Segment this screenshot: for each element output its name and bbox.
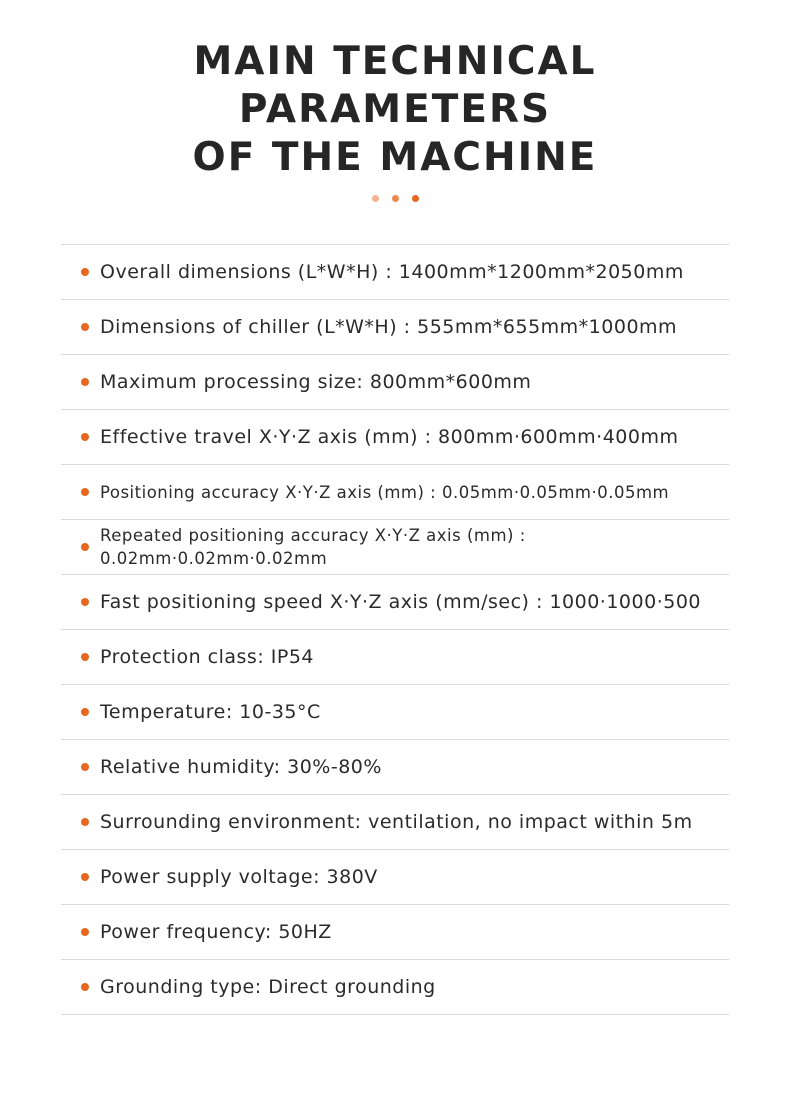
dot-mid — [392, 195, 399, 202]
list-item — [61, 740, 729, 795]
bullet-icon — [81, 928, 89, 936]
parameter-text: Protection class: IP54 — [100, 646, 315, 668]
parameter-text: Effective travel X·Y·Z axis (mm) : 800mm·600mm·400mm — [100, 426, 679, 448]
parameter-text: Temperature: 10-35°C — [100, 701, 321, 723]
list-item — [61, 520, 729, 575]
parameter-text: Maximum processing size: 800mm*600mm — [100, 371, 532, 393]
list-item — [61, 355, 729, 410]
decorative-dots — [0, 195, 790, 202]
bullet-icon — [81, 598, 89, 606]
list-item — [61, 630, 729, 685]
parameter-text: Grounding type: Direct grounding — [100, 976, 436, 998]
parameter-text: Power frequency: 50HZ — [100, 921, 332, 943]
list-item — [61, 795, 729, 850]
bullet-icon — [81, 268, 89, 276]
dot-light — [372, 195, 379, 202]
bullet-icon — [81, 543, 89, 551]
bullet-icon — [81, 323, 89, 331]
bullet-icon — [81, 873, 89, 881]
bullet-icon — [81, 708, 89, 716]
list-item — [61, 465, 729, 520]
parameter-text: Overall dimensions (L*W*H) : 1400mm*1200mm*2050mm — [100, 261, 684, 283]
title-line-3: OF THE MACHINE — [192, 135, 598, 180]
parameter-text: Surrounding environment: ventilation, no impact within 5m — [100, 811, 693, 833]
list-item — [61, 960, 729, 1015]
parameter-text: Dimensions of chiller (L*W*H) : 555mm*655mm*1000mm — [100, 316, 678, 338]
bullet-icon — [81, 818, 89, 826]
parameter-text: Power supply voltage: 380V — [100, 866, 378, 888]
bullet-icon — [81, 488, 89, 496]
parameter-list — [61, 244, 729, 1015]
parameter-text: Fast positioning speed X·Y·Z axis (mm/sec) : 1000·1000·500 — [100, 591, 702, 613]
parameter-text: Relative humidity: 30%-80% — [100, 756, 382, 778]
list-item — [61, 685, 729, 740]
bullet-icon — [81, 763, 89, 771]
bullet-icon — [81, 983, 89, 991]
bullet-icon — [81, 378, 89, 386]
list-item — [61, 410, 729, 465]
bullet-icon — [81, 653, 89, 661]
title-line-2: PARAMETERS — [238, 87, 552, 132]
list-item — [61, 905, 729, 960]
parameter-text: Positioning accuracy X·Y·Z axis (mm) : 0.05mm·0.05mm·0.05mm — [100, 482, 670, 502]
title-line-1: MAIN TECHNICAL — [193, 39, 597, 84]
list-item — [61, 300, 729, 355]
parameter-text: Repeated positioning accuracy X·Y·Z axis (mm) : 0.02mm·0.02mm·0.02mm — [100, 526, 526, 568]
bullet-icon — [81, 433, 89, 441]
list-item — [61, 575, 729, 630]
page-title — [0, 38, 790, 182]
dot-dark — [412, 195, 419, 202]
list-item — [61, 850, 729, 905]
list-item — [61, 245, 729, 300]
